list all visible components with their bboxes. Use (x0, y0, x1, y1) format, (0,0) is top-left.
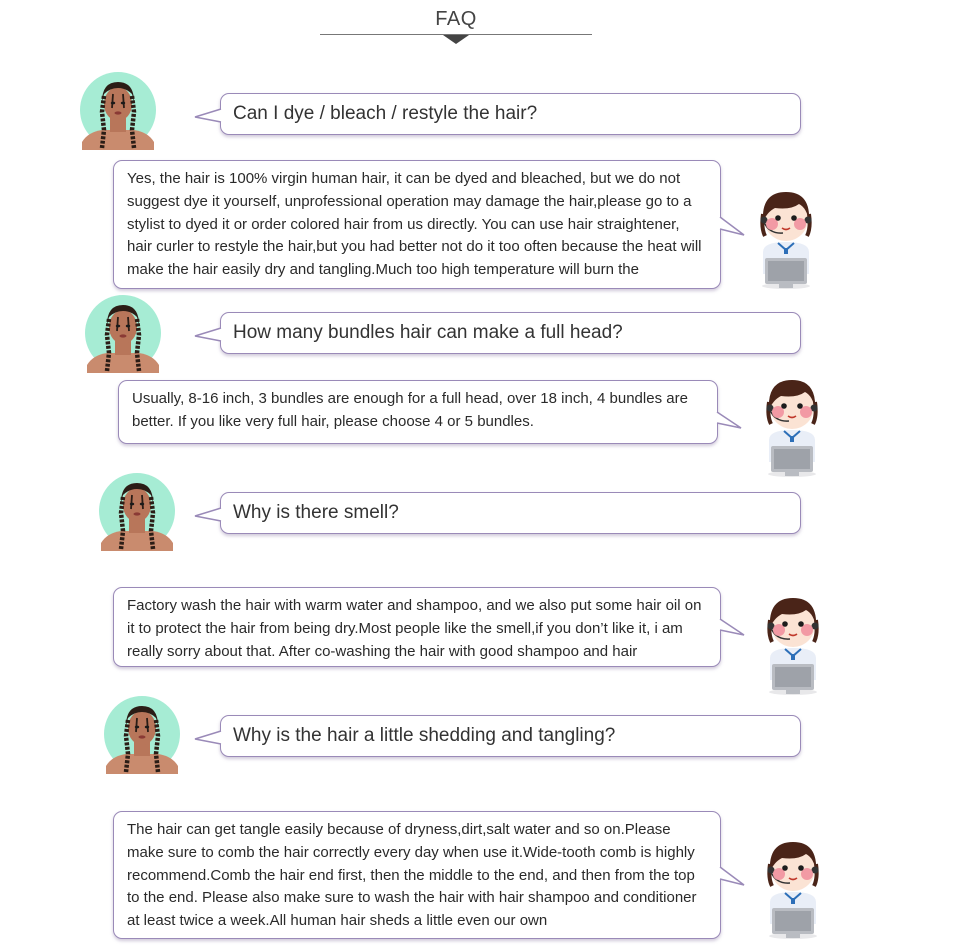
page-title: FAQ (435, 8, 477, 30)
question-text: How many bundles hair can make a full head? (233, 322, 623, 343)
question-text: Why is the hair a little shedding and tangling? (233, 725, 616, 746)
bubble-tail (193, 327, 223, 343)
support-agent-icon (757, 372, 827, 480)
answer-text: Yes, the hair is 100% virgin human hair, it can be dyed and bleached, but we do not suggest dye it yourself, unprofessional operation may damage the hair,please go to a stylist to dyed it or order colored hair from us directly. You can use hair straightener, hair curler to restyle the hair,but you had better not do it too often because the heat will make the hair easily dry and tangling.Much too high temperature will burn the (127, 170, 702, 279)
question-bubble (220, 492, 801, 534)
question-text: Can I dye / bleach / restyle the hair? (233, 103, 538, 124)
support-agent-icon (751, 184, 821, 292)
bubble-tail (719, 865, 747, 889)
bubble-tail (193, 730, 223, 746)
question-bubble (220, 312, 801, 354)
bubble-tail (719, 215, 747, 239)
answer-text: The hair can get tangle easily because of dryness,dirt,salt water and so on.Please make sure to comb the hair correctly every day when use it.Wide-tooth comb is highly recommend.Comb the hair end first, then the middle to the end, and then from the top to the end. Please also make sure to wash the hair with hair shampoo and conditioner at least twice a week.All human hair sheds a little even our own (127, 821, 697, 930)
chevron-down-icon (443, 35, 469, 44)
support-agent-icon (758, 590, 828, 698)
customer-avatar-icon (79, 72, 157, 150)
question-bubble (220, 715, 801, 757)
answer-bubble (113, 160, 721, 289)
bubble-tail (193, 507, 223, 523)
customer-avatar-icon (84, 295, 162, 373)
question-text: Why is there smell? (233, 502, 399, 523)
support-agent-icon (758, 834, 828, 942)
bubble-tail (719, 617, 747, 639)
bubble-tail (193, 108, 223, 124)
customer-avatar-icon (98, 473, 176, 551)
question-bubble (220, 93, 801, 135)
answer-text: Usually, 8-16 inch, 3 bundles are enough for a full head, over 18 inch, 4 bundles are better. If you like very full hair, please choose 4 or 5 bundles. (132, 390, 688, 430)
answer-bubble (113, 811, 721, 939)
customer-avatar-icon (103, 696, 181, 774)
answer-bubble (118, 380, 718, 444)
answer-bubble (113, 587, 721, 667)
answer-text: Factory wash the hair with warm water and shampoo, and we also put some hair oil on it to protect the hair from being dry.Most people like the smell,if you don’t like it, i am really sorry about that. After co-washing the hair with good shampoo and hair (127, 597, 702, 660)
bubble-tail (716, 410, 744, 432)
